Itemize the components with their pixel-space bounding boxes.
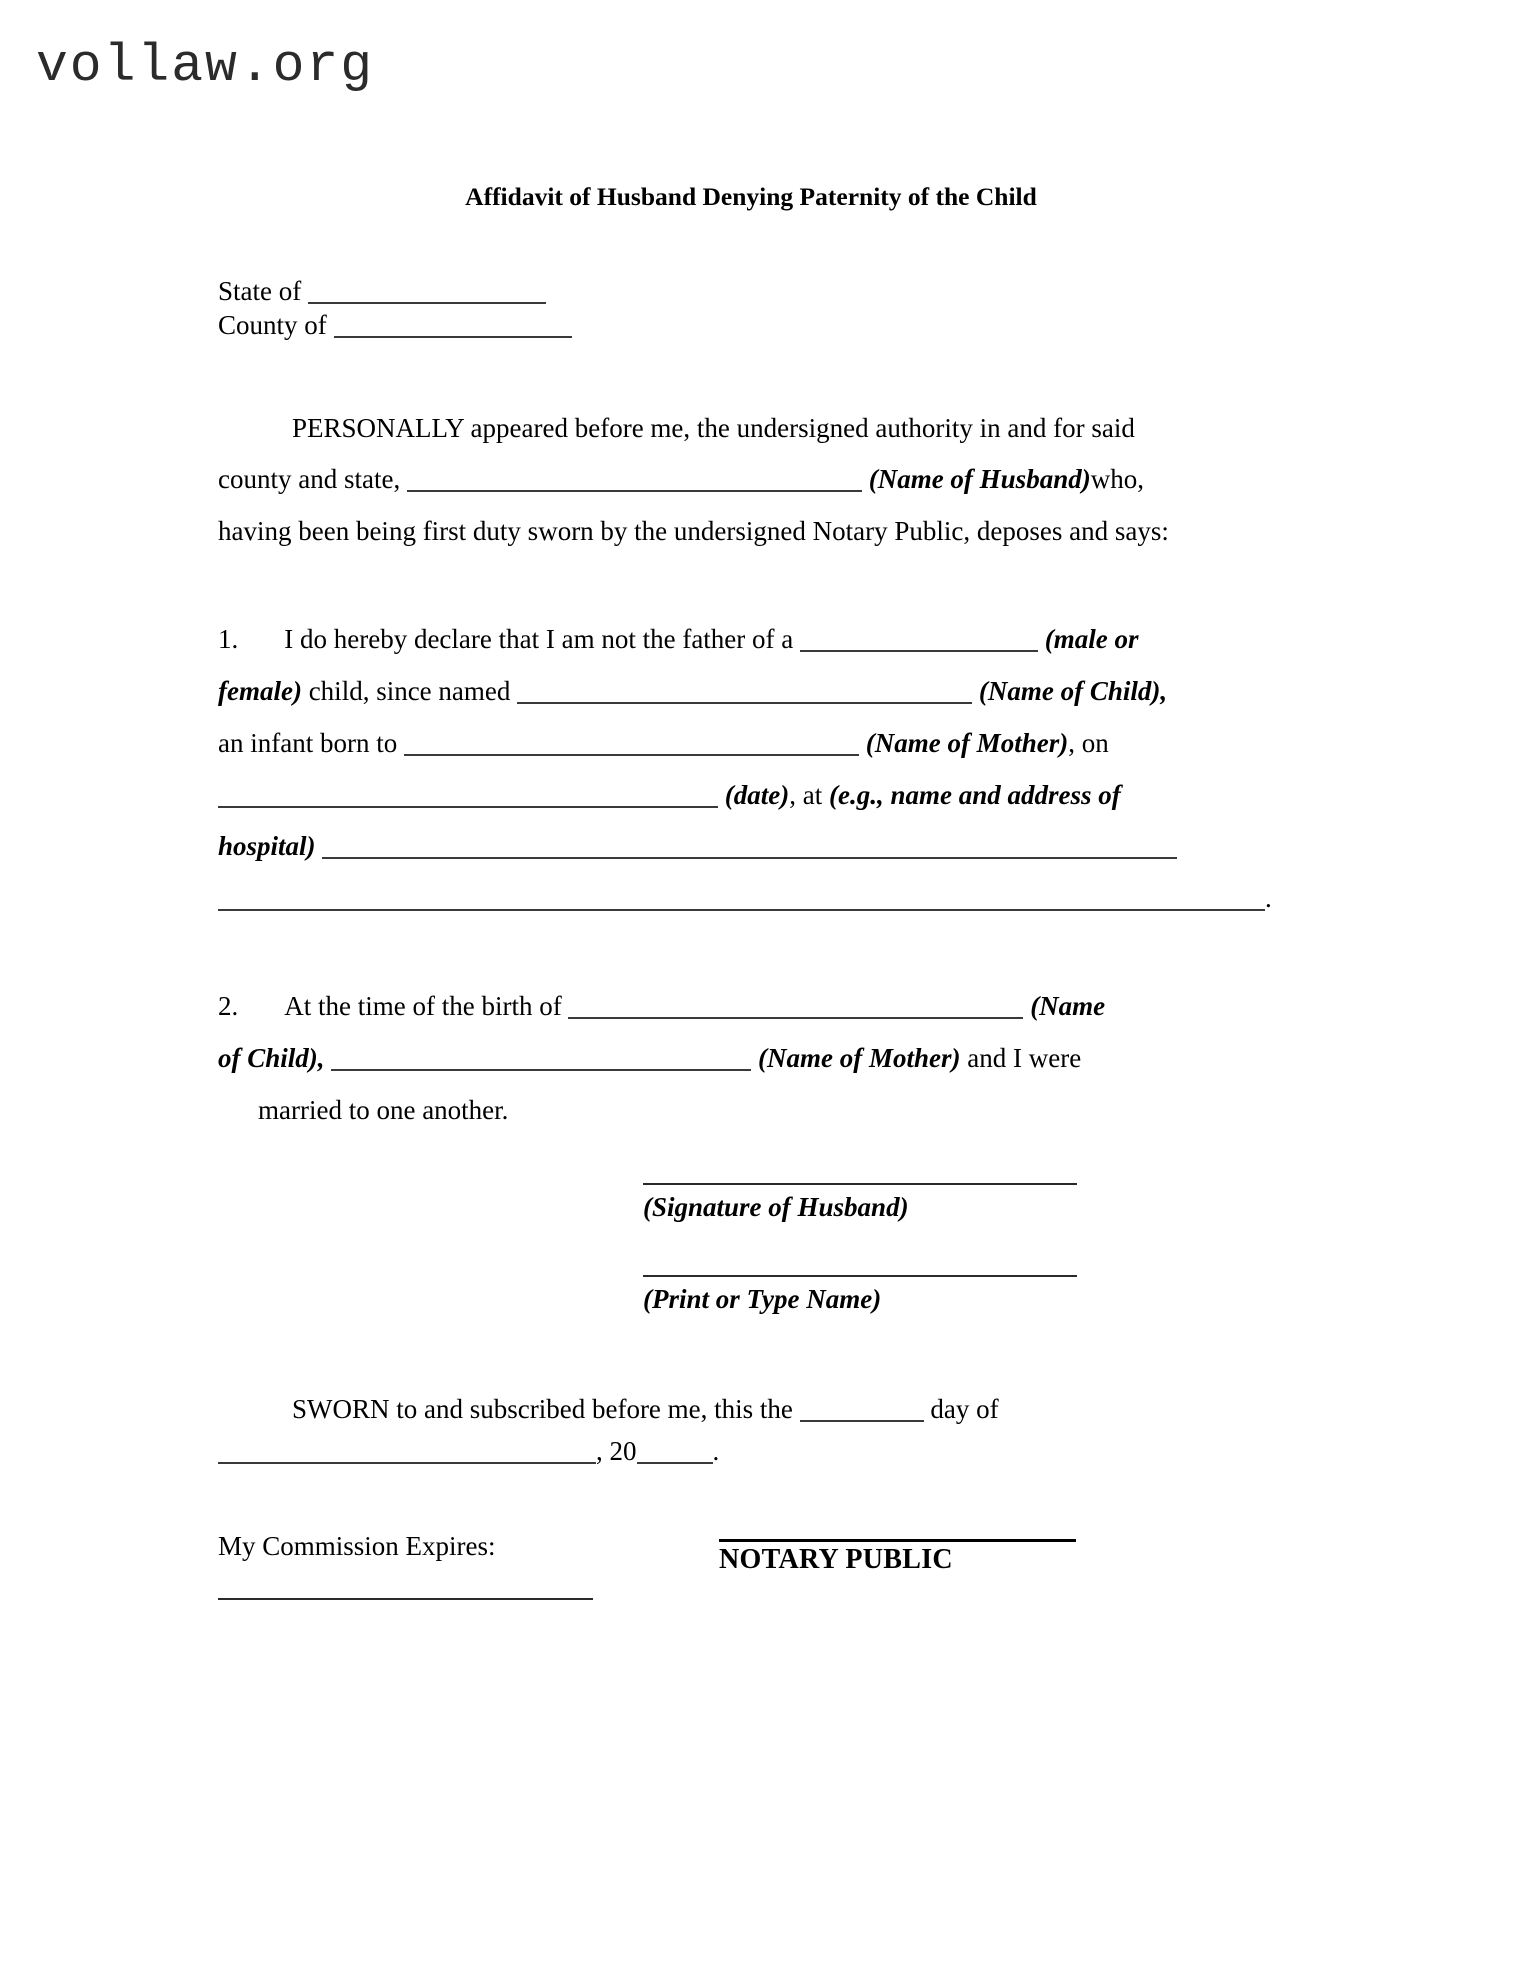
preamble-paragraph (218, 403, 1276, 558)
sworn-month-blank[interactable] (218, 1462, 596, 1464)
item-1-marker-3: (Name of Mother) (865, 727, 1069, 758)
husband-signature-caption: (Signature of Husband) (643, 1191, 909, 1222)
child-name-blank[interactable] (517, 702, 972, 704)
hospital-blank-2[interactable] (218, 909, 1265, 911)
item-1-text-3: an infant born to (218, 727, 398, 758)
sworn-text-1a: SWORN to and subscribed before me, this the (292, 1394, 793, 1425)
notary-public-label: NOTARY PUBLIC (719, 1544, 953, 1575)
birth-mother-name-blank[interactable] (331, 1069, 751, 1071)
preamble-line3: having been being first duty sworn by the undersigned Notary Public, deposes and says: (218, 516, 1169, 547)
state-line (218, 274, 1276, 309)
print-name-caption: (Print or Type Name) (643, 1283, 882, 1314)
sworn-text-2a: , 20 (596, 1436, 637, 1467)
husband-signature-line[interactable] (643, 1183, 1077, 1185)
item-2-text-3: married to one another. (258, 1094, 509, 1125)
birth-date-blank[interactable] (218, 806, 718, 808)
preamble-line2-tail: who, (1090, 464, 1144, 495)
state-label: State of (218, 275, 302, 306)
item-2-marker-1b: of Child), (218, 1042, 325, 1073)
preamble-line1: PERSONALLY appeared before me, the undersigned authority in and for said (292, 412, 1135, 443)
item-2-marker-1: (Name (1030, 991, 1106, 1022)
sworn-day-blank[interactable] (800, 1420, 924, 1422)
item-1-marker-4: (date) (724, 779, 790, 810)
sworn-year-blank[interactable] (637, 1462, 713, 1464)
husband-name-marker: (Name of Husband) (868, 464, 1091, 495)
husband-name-blank[interactable] (407, 490, 862, 492)
item-2-text-2: and I were (967, 1042, 1082, 1073)
site-logo: vollaw.org (36, 36, 375, 96)
sworn-line-2 (218, 1431, 1276, 1473)
document-body (218, 160, 1276, 1600)
birth-child-name-blank[interactable] (568, 1017, 1023, 1019)
item-1-text-6: . (1265, 883, 1272, 914)
item-1-text-2: child, since named (308, 675, 511, 706)
sworn-text-2b: . (712, 1436, 720, 1467)
sworn-line-1 (218, 1389, 1276, 1431)
jurisdiction-block (218, 274, 1276, 343)
item-2-text-1: At the time of the birth of (284, 991, 562, 1022)
item-1 (218, 614, 1276, 925)
item-2-number: 2. (218, 991, 239, 1022)
hospital-blank-1[interactable] (322, 857, 1177, 859)
signature-spacer (643, 1223, 1077, 1275)
county-line (218, 308, 1276, 343)
item-1-marker-1: (male or (1044, 624, 1139, 655)
sworn-text-1b: day of (930, 1394, 999, 1425)
state-blank[interactable] (308, 302, 546, 304)
signature-block (643, 1183, 1077, 1316)
sworn-paragraph (218, 1389, 1276, 1473)
hospital-blank-2-row (218, 883, 1272, 913)
preamble-line2-lead: county and state, (218, 464, 401, 495)
page-title: Affidavit of Husband Denying Paternity of the Child (465, 182, 1037, 211)
county-blank[interactable] (334, 336, 572, 338)
mother-name-blank[interactable] (404, 754, 859, 756)
item-1-text-1: I do hereby declare that I am not the father of a (284, 624, 794, 655)
county-label: County of (218, 310, 327, 341)
commission-expires-label: My Commission Expires: (218, 1531, 496, 1561)
item-2 (218, 981, 1276, 1136)
item-1-text-4: , on (1068, 727, 1109, 758)
child-gender-blank[interactable] (800, 650, 1038, 652)
print-name-line[interactable] (643, 1275, 1077, 1277)
item-1-number: 1. (218, 624, 239, 655)
item-1-marker-5: (e.g., name and address of (828, 779, 1121, 810)
item-1-marker-1b: female) (218, 675, 302, 706)
item-1-marker-2: (Name of Child), (978, 675, 1168, 706)
item-2-marker-2: (Name of Mother) (758, 1042, 961, 1073)
item-1-text-5: , at (789, 779, 823, 810)
item-1-marker-5b: hospital) (218, 831, 316, 862)
commission-expires-blank[interactable] (218, 1598, 593, 1600)
